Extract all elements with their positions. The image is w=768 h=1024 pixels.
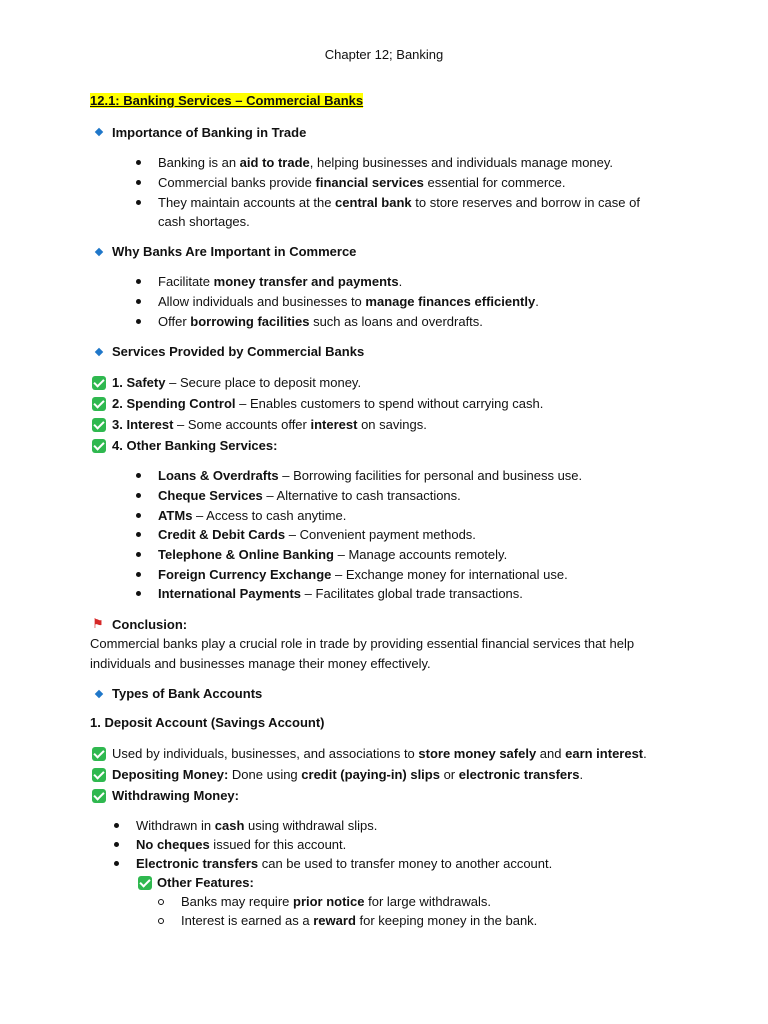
diamond-bullet-icon: [95, 248, 103, 256]
list-item: Banks may require prior notice for large withdrawals.: [181, 894, 491, 909]
conclusion-text: individuals and businesses manage their money effectively.: [90, 656, 431, 671]
bullet-icon: [136, 493, 141, 498]
list-item: Electronic transfers can be used to transfer money to another account.: [136, 856, 553, 871]
bullet-icon: [136, 200, 141, 205]
bullet-icon: [136, 572, 141, 577]
deposit-account-heading: 1. Deposit Account (Savings Account): [90, 715, 325, 730]
service-item: 2. Spending Control – Enables customers to spend without carrying cash.: [112, 396, 544, 411]
conclusion-heading: Conclusion:: [112, 617, 188, 632]
bullet-icon: [114, 823, 119, 828]
list-item: International Payments – Facilitates global trade transactions.: [158, 586, 523, 601]
bullet-icon: [136, 319, 141, 324]
service-item: 3. Interest – Some accounts offer interest on savings.: [112, 417, 427, 432]
bullet-icon: [136, 532, 141, 537]
bullet-icon: [136, 279, 141, 284]
list-item: Cheque Services – Alternative to cash transactions.: [158, 488, 461, 503]
bullet-icon: [136, 473, 141, 478]
why-heading: Why Banks Are Important in Commerce: [112, 244, 357, 259]
list-item: They maintain accounts at the central bank to store reserves and borrow in case of: [158, 195, 640, 210]
check-icon: [92, 439, 106, 453]
service-item: 4. Other Banking Services:: [112, 438, 278, 453]
accounts-heading: Types of Bank Accounts: [112, 686, 263, 701]
check-icon: [92, 747, 106, 761]
other-features-heading: Other Features:: [157, 875, 254, 890]
account-item: Depositing Money: Done using credit (paying-in) slips or electronic transfers.: [112, 767, 584, 782]
list-item: Foreign Currency Exchange – Exchange money for international use.: [158, 567, 568, 582]
bullet-icon: [136, 299, 141, 304]
chapter-title: Chapter 12; Banking: [324, 47, 444, 62]
account-item: Withdrawing Money:: [112, 788, 239, 803]
diamond-bullet-icon: [95, 348, 103, 356]
list-item: Credit & Debit Cards – Convenient payment methods.: [158, 527, 476, 542]
bullet-icon: [114, 861, 119, 866]
list-item: Facilitate money transfer and payments.: [158, 274, 403, 289]
check-icon: [92, 768, 106, 782]
list-item: Offer borrowing facilities such as loans and overdrafts.: [158, 314, 483, 329]
check-icon: [92, 789, 106, 803]
check-icon: [138, 876, 152, 890]
list-item: Allow individuals and businesses to manage finances efficiently.: [158, 294, 539, 309]
check-icon: [92, 397, 106, 411]
list-item: Interest is earned as a reward for keeping money in the bank.: [181, 913, 538, 928]
check-icon: [92, 376, 106, 390]
bullet-icon: [136, 160, 141, 165]
check-icon: [92, 418, 106, 432]
bullet-icon: [136, 513, 141, 518]
account-item: Used by individuals, businesses, and associations to store money safely and earn interest.: [112, 746, 647, 761]
services-heading: Services Provided by Commercial Banks: [112, 344, 365, 359]
list-item: Banking is an aid to trade, helping businesses and individuals manage money.: [158, 155, 614, 170]
diamond-bullet-icon: [95, 128, 103, 136]
diamond-bullet-icon: [95, 690, 103, 698]
conclusion-text: Commercial banks play a crucial role in trade by providing essential financial services that help: [90, 636, 635, 651]
pushpin-icon: ⚑: [92, 616, 104, 631]
circle-bullet-icon: [158, 918, 164, 924]
circle-bullet-icon: [158, 899, 164, 905]
list-item: Withdrawn in cash using withdrawal slips.: [136, 818, 378, 833]
list-item: ATMs – Access to cash anytime.: [158, 508, 347, 523]
bullet-icon: [136, 591, 141, 596]
list-item: Telephone & Online Banking – Manage accounts remotely.: [158, 547, 508, 562]
bullet-icon: [136, 180, 141, 185]
importance-heading: Importance of Banking in Trade: [112, 125, 307, 140]
section-heading: 12.1: Banking Services – Commercial Banks: [90, 93, 364, 108]
list-item: Commercial banks provide financial services essential for commerce.: [158, 175, 566, 190]
list-item: Loans & Overdrafts – Borrowing facilities for personal and business use.: [158, 468, 583, 483]
service-item: 1. Safety – Secure place to deposit money.: [112, 375, 362, 390]
list-item: No cheques issued for this account.: [136, 837, 347, 852]
list-item-continuation: cash shortages.: [158, 214, 250, 229]
bullet-icon: [114, 842, 119, 847]
bullet-icon: [136, 552, 141, 557]
